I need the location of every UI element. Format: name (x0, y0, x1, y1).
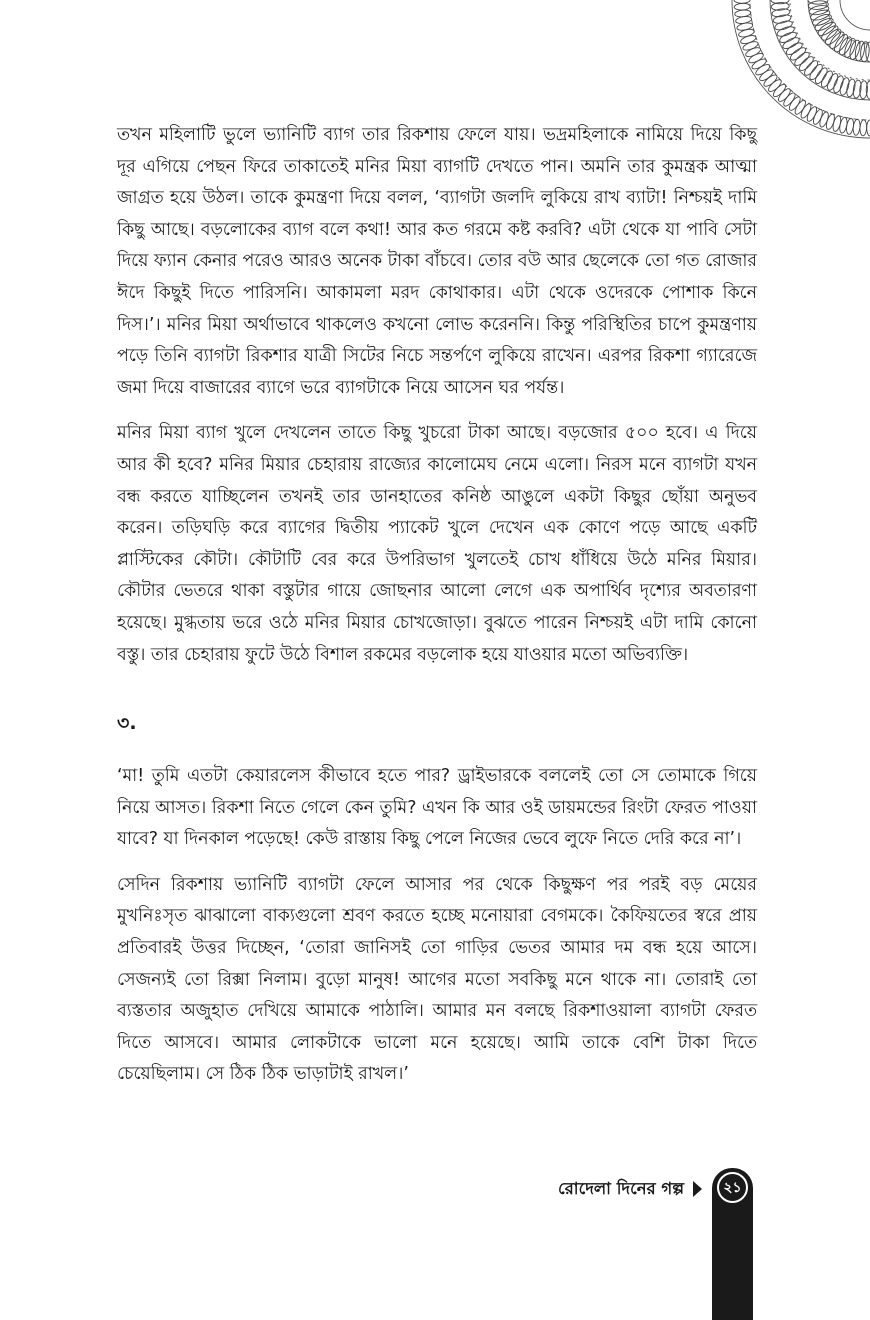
mandala-petal (734, 3, 750, 10)
mandala-petal (860, 120, 867, 136)
mandala-petal (744, 46, 761, 59)
story-paragraph: মনির মিয়া ব্যাগ খুলে দেখলেন তাতে কিছু খুচরো টাকা আছে। বড়জোর ৫০০ হবে। এ দিয়ে আর কী হবে? মনির মিয়ার চেহারায় রাজ্যের কালোমেঘ নেমে এলো। নিরস মনে ব্যাগটা যখন বন্ধ করতে যাচ্ছিলেন তখনই তার ডানহাতের কনিষ্ঠ আঙুলে একটা কিছুর ছোঁয়া অনুভব করেন। তড়িঘড়ি করে ব্যাগের দ্বিতীয় প্যাকেট খুলে দেখেন এক কোণে পড়ে আছে একটি প্লাস্টিকের কৌটা। কৌটাটি বের করে উপরিভাগ খুলতেই চোখ ধাঁধিয়ে উঠে মনির মিয়ার। কৌটার ভেতরে থাকা বস্তুটার গায়ে জোছনার আলো লেগে এক অপার্থিব দৃশ্যের অবতারণা হয়েছে। মুগ্ধতায় ভরে ওঠে মনির মিয়ার চোখজোড়া। বুঝতে পারেন নিশ্চয়ই এটা দামি কোনো বস্তু। তার চেহারায় ফুটে উঠে বিশাল রকমের বড়লোক হয়ে যাওয়ার মতো অভিব্যক্তি। (117, 423, 757, 665)
mandala-petal (793, 99, 807, 116)
mandala-petal (838, 77, 850, 96)
mandala-petal (848, 39, 862, 61)
book-title: রোদেলা দিনের গল্প (558, 1179, 684, 1198)
mandala-petal (754, 63, 771, 77)
mandala-petal (845, 78, 856, 97)
mandala-petal (805, 105, 818, 122)
mandala-petal (823, 27, 843, 47)
page-body (117, 120, 757, 1105)
mandala-petal (812, 108, 825, 125)
story-paragraph: ‘মা! তুমি এতটা কেয়ারলেস কীভাবে হতে পার? ড্রাইভারকে বললেই তো সে তোমাকে গিয়ে নিয়ে আসত। রিকশা নিতে গেলে কেন তুমি? এখন কি আর ওই ডায়মন্ডের রিংটা ফেরত পাওয়া যাবে? যা দিনকাল পড়েছে! কেউ রাস্তায় কিছু পেলে নিজের ভেবে লুফে নিতে দেরি করে না’। (117, 766, 757, 850)
story-paragraph: তখন মহিলাটি ভুলে ভ্যানিটি ব্যাগ তার রিকশায় ফেলে যায়। ভদ্রমহিলাকে নামিয়ে দিয়ে কিছু দূর এগিয়ে পেছন ফিরে তাকাতেই মনির মিয়া ব্যাগটি দেখতে পান। অমনি তার কুমন্ত্রক আত্মা জাগ্রত হয়ে উঠল। তাকে কুমন্ত্রণা দিয়ে বলল, ‘ব্যাগটা জলদি লুকিয়ে রাখ ব্যাটা! নিশ্চয়ই দামি কিছু আছে। বড়লোকের ব্যাগ বলে কথা! আর কত গরমে কষ্ট করবি? এটা থেকে যা পাবি সেটা দিয়ে ফ্যান কেনার পরেও আরও অনেক টাকা বাঁচবে। তোর বউ আর ছেলেকে তো গত রোজার ঈদে কিছুই দিতে পারিসনি। আকামলা মরদ কোথাকার। এটা থেকে ওদেরকে পোশাক কিনে দিস।’। মনির মিয়া অর্থাভাবে থাকলেও কখনো লোভ করেননি। কিন্তু পরিস্থিতির চাপে কুমন্ত্রণায় পড়ে তিনি ব্যাগটা রিকশার যাত্রী সিটের নিচে সন্তর্পণে লুকিয়ে রাখেন। এরপর রিকশা গ্যারেজে জমা দিয়ে বাজারের ব্যাগে ভরে ব্যাগটাকে নিয়ে আসেন ঘর পর্যন্ত। (117, 125, 757, 398)
page-number: ২১ (717, 1172, 748, 1203)
mandala-petal (781, 35, 800, 50)
mandala-petal (808, 0, 829, 10)
mandala-petal (832, 75, 845, 95)
story-paragraph: সেদিন রিকশায় ভ্যানিটি ব্যাগটা ফেলে আসার পর থেকে কিছুক্ষণ পর পরই বড় মেয়ের মুখনিঃসৃত ঝাঝালো বাক্যগুলো শ্রবণ করতে হচ্ছে মনোয়ারা বেগমকে। কৈফিয়তের স্বরে প্রায় প্রতিবারই উত্তর দিচ্ছেন, ‘তোরা জানিসই তো গাড়ির ভেতর আমার দম বন্ধ হয়ে আসে। সেজন্যই তো রিক্সা নিলাম। বুড়ো মানুষ! আগের মতো সবকিছু মনে থাকে না। তোরাই তো ব্যস্ততার অজুহাত দেখিয়ে আমাকে পাঠালি। আমার মন বলছে রিকশাওয়ালা ব্যাগটা ফেরত দিতে আসবে। আমার লোকটাকে ভালো মনে হয়েছে। আমি তাকে বেশি টাকা দিতে চেয়েছিলাম। সে ঠিক ঠিক ভাড়াটাই রাখল।’ (117, 874, 757, 1085)
mandala-petal (772, 13, 791, 24)
mandala-petal (747, 52, 764, 65)
play-arrow-icon (693, 1181, 702, 1197)
mandala-petal (774, 19, 793, 31)
mandala-petal (734, 0, 750, 3)
mandala-petal (778, 30, 798, 44)
mandala-ornament-icon (700, 0, 870, 140)
section-number: ৩. (117, 712, 137, 735)
mandala-petal (776, 25, 796, 38)
